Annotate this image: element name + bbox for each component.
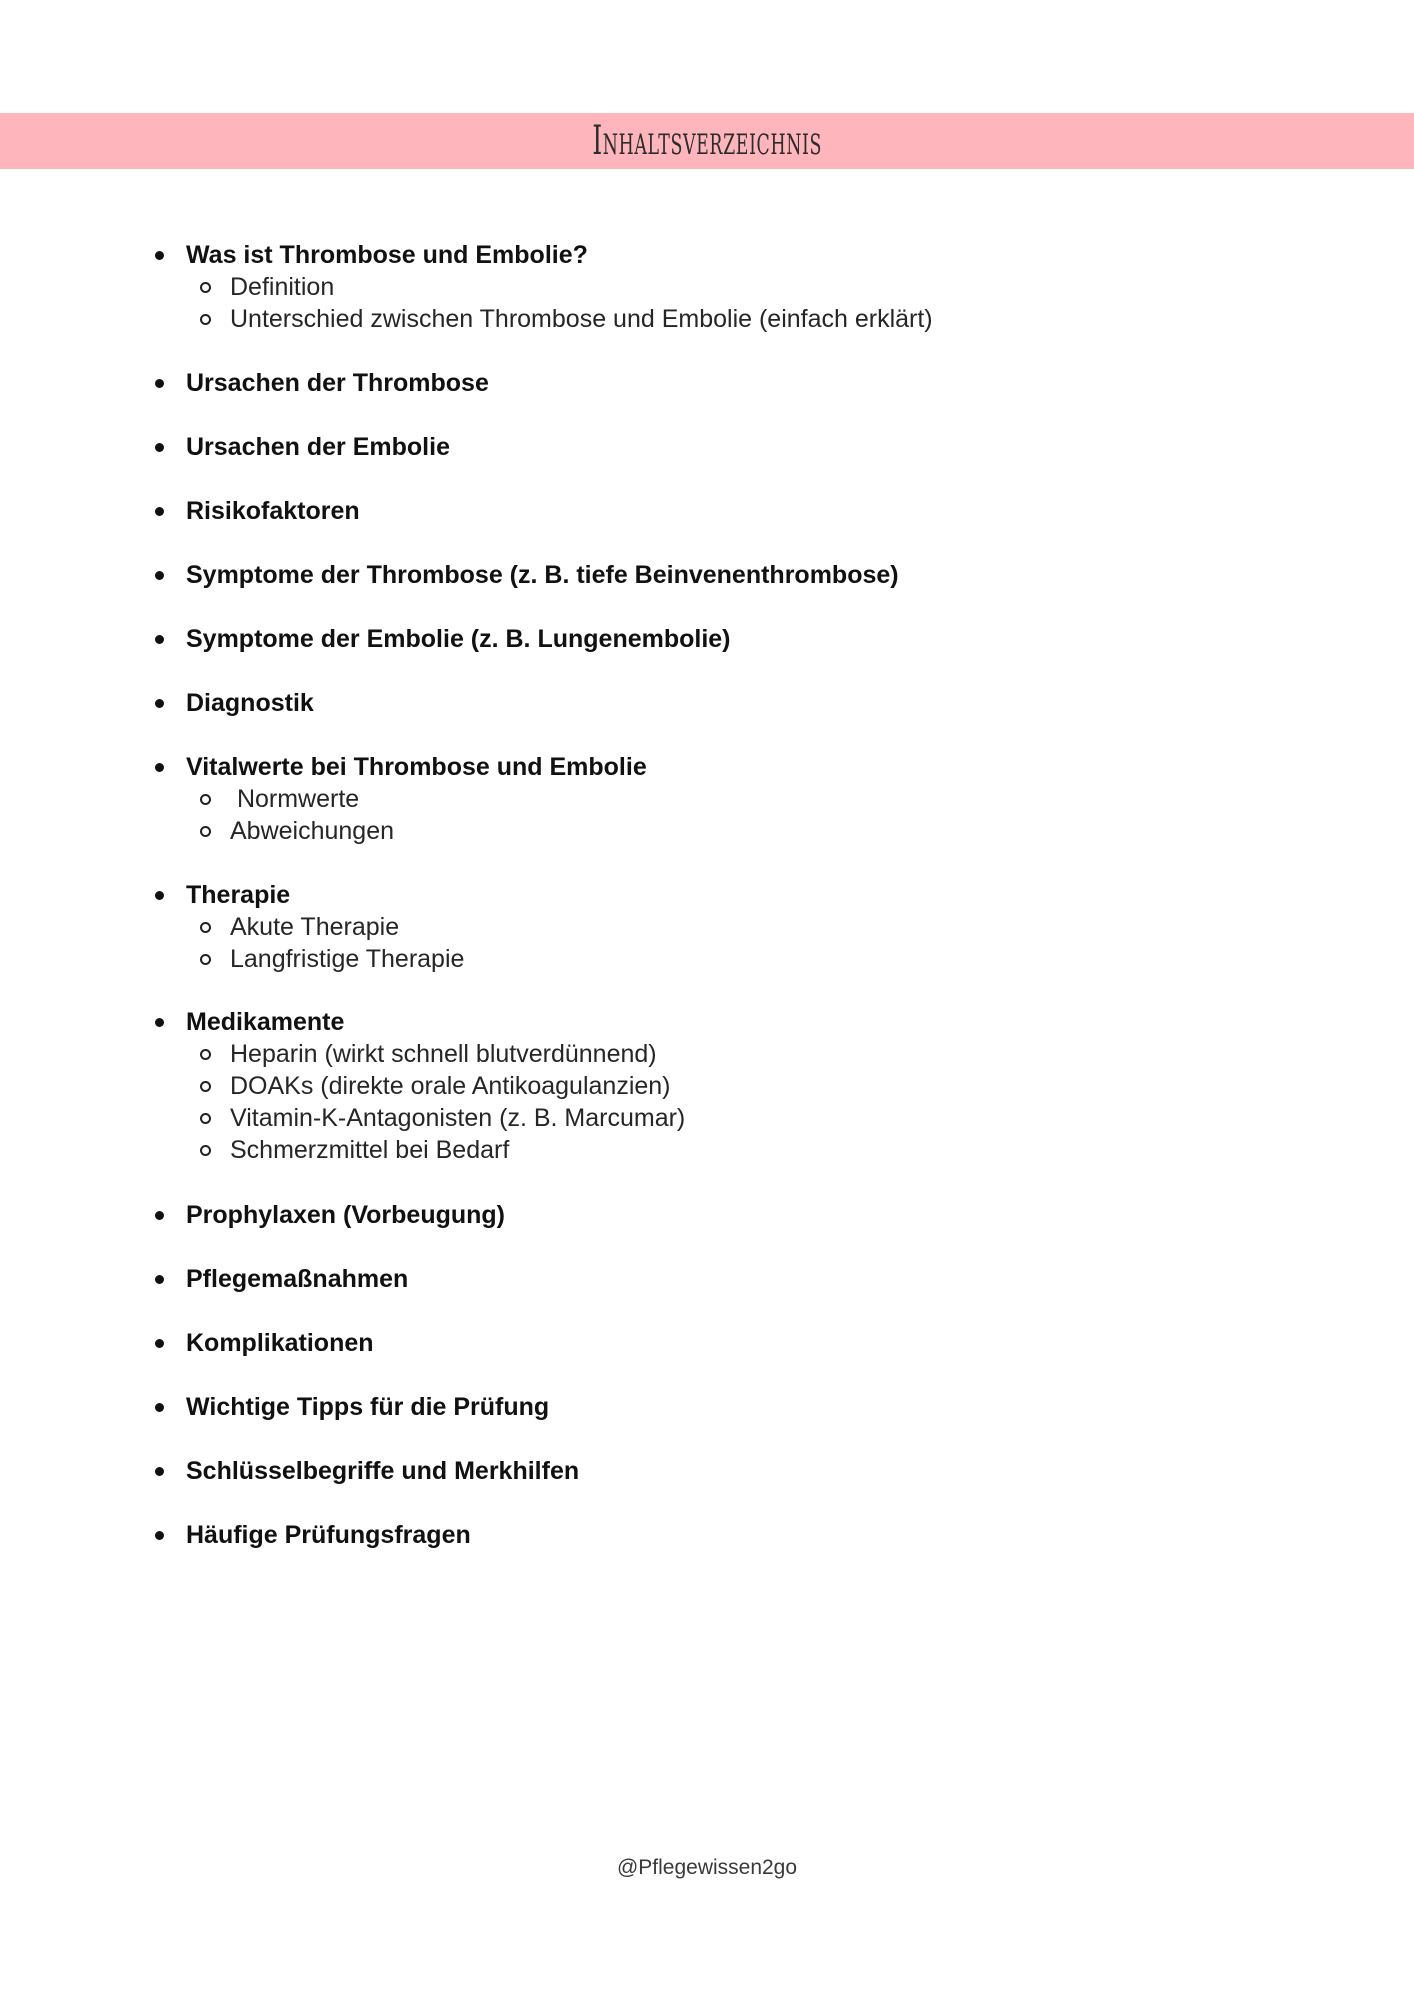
toc-item: Risikofaktoren: [186, 497, 360, 525]
sub-bullet-icon: [200, 922, 211, 933]
sub-bullet-icon: [200, 954, 211, 965]
sub-bullet-icon: [200, 1145, 211, 1156]
toc-subitem: Langfristige Therapie: [230, 945, 465, 973]
bullet-icon: [155, 1211, 164, 1220]
toc-item: Medikamente: [186, 1008, 345, 1036]
page-title: Inhaltsverzeichnis: [592, 118, 822, 164]
bullet-icon: [155, 1531, 164, 1540]
sub-bullet-icon: [200, 794, 211, 805]
bullet-icon: [155, 763, 164, 772]
bullet-icon: [155, 1018, 164, 1027]
sub-bullet-icon: [200, 1113, 211, 1124]
bullet-icon: [155, 507, 164, 516]
bullet-icon: [155, 1403, 164, 1412]
bullet-icon: [155, 1275, 164, 1284]
sub-bullet-icon: [200, 314, 211, 325]
bullet-icon: [155, 699, 164, 708]
sub-bullet-icon: [200, 1081, 211, 1092]
toc-subitem: Heparin (wirkt schnell blutverdünnend): [230, 1040, 657, 1068]
bullet-icon: [155, 891, 164, 900]
toc-item: Prophylaxen (Vorbeugung): [186, 1201, 505, 1229]
toc-subitem: Abweichungen: [230, 817, 395, 845]
bullet-icon: [155, 443, 164, 452]
sub-bullet-icon: [200, 282, 211, 293]
toc-item: Wichtige Tipps für die Prüfung: [186, 1393, 550, 1421]
bullet-icon: [155, 379, 164, 388]
toc-item: Diagnostik: [186, 689, 314, 717]
bullet-icon: [155, 1339, 164, 1348]
toc-item: Ursachen der Embolie: [186, 433, 450, 461]
toc-subitem: Normwerte: [230, 785, 360, 813]
sub-bullet-icon: [200, 826, 211, 837]
toc-item: Pflegemaßnahmen: [186, 1265, 409, 1293]
toc-item: Komplikationen: [186, 1329, 374, 1357]
sub-bullet-icon: [200, 1049, 211, 1060]
toc-item: Therapie: [186, 881, 291, 909]
toc-item: Symptome der Thrombose (z. B. tiefe Beinvenenthrombose): [186, 561, 899, 589]
toc-item: Symptome der Embolie (z. B. Lungenembolie): [186, 625, 731, 653]
toc-item: Vitalwerte bei Thrombose und Embolie: [186, 753, 647, 781]
toc-subitem: DOAKs (direkte orale Antikoagulanzien): [230, 1072, 671, 1100]
bullet-icon: [155, 635, 164, 644]
footer-handle: @Pflegewissen2go: [616, 1856, 798, 1879]
toc-subitem: Akute Therapie: [230, 913, 400, 941]
bullet-icon: [155, 571, 164, 580]
bullet-icon: [155, 251, 164, 260]
toc-subitem: Unterschied zwischen Thrombose und Embolie (einfach erklärt): [230, 305, 933, 333]
bullet-icon: [155, 1467, 164, 1476]
toc-item: Schlüsselbegriffe und Merkhilfen: [186, 1457, 580, 1485]
toc-subitem: Vitamin-K-Antagonisten (z. B. Marcumar): [230, 1104, 686, 1132]
toc-subitem: Schmerzmittel bei Bedarf: [230, 1136, 510, 1164]
toc-item: Häufige Prüfungsfragen: [186, 1521, 471, 1549]
toc-item: Ursachen der Thrombose: [186, 369, 489, 397]
toc-subitem: Definition: [230, 273, 335, 301]
toc-item: Was ist Thrombose und Embolie?: [186, 241, 588, 269]
